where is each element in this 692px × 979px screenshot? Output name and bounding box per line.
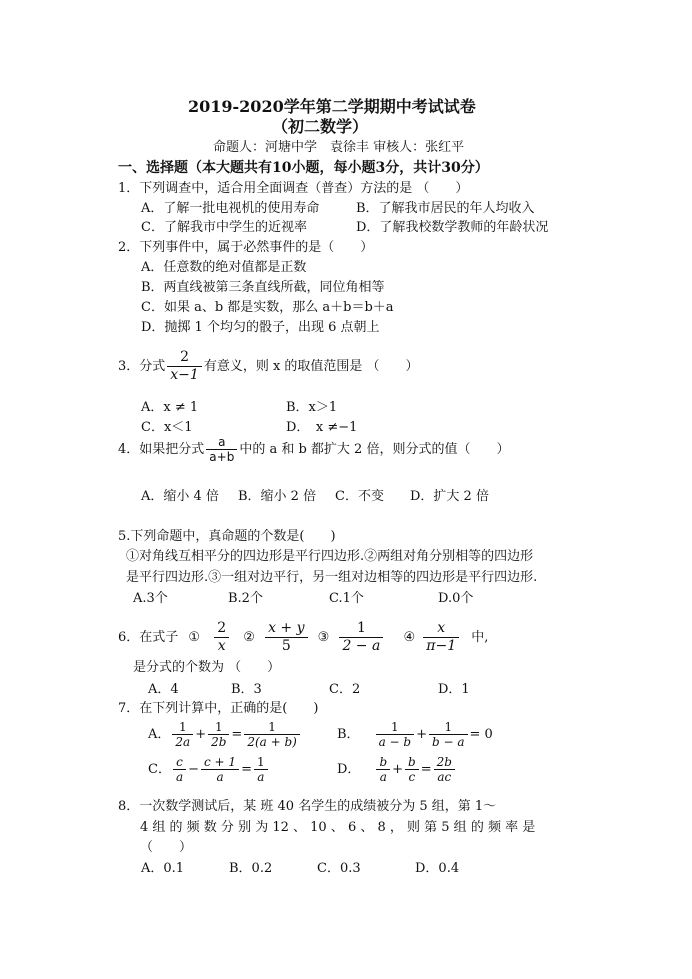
q6-fraction-2 (265, 620, 307, 655)
q1-option-d: D．了解我校数学教师的年龄状况 (356, 220, 549, 235)
q4-option-c: C．不变 (335, 489, 384, 504)
q5-option-c: C.1个 (329, 591, 364, 606)
q7-option-b (337, 717, 493, 753)
q8-line3: （ ） (140, 840, 193, 855)
q5-option-b: B.2个 (228, 591, 263, 606)
q3-stem (118, 348, 419, 386)
q5-option-a: A.3个 (133, 591, 168, 606)
q7-d-f2-num: b (405, 755, 419, 770)
q3-option-b: B．x＞1 (286, 400, 338, 415)
q5-stem: 5.下列命题中，真命题的个数是( ) (118, 529, 336, 544)
q2-stem: 2．下列事件中，属于必然事件的是（ ） (118, 240, 374, 255)
q3-option-a: A．x ≠ 1 (141, 400, 199, 415)
q7-d-f1-den: a (379, 770, 387, 784)
q7-d-f3-den: ac (437, 770, 452, 784)
q1-option-b: B．了解我市居民的年人均收入 (356, 201, 535, 216)
q4-frac-den: a+b (209, 450, 235, 464)
q8-line2: 4 组 的 频 数 分 别 为 12 、 10 、 6 、 8 ， 则 第 5 组 的 频 率 是 (140, 820, 536, 835)
q7-d-frac-3 (434, 755, 455, 784)
q7-d-label: D． (337, 762, 361, 777)
q7-b-label: B． (337, 727, 360, 742)
q8-option-a: A．0.1 (141, 861, 185, 876)
q7-c-eq: = (241, 762, 252, 777)
q6-f4-num: x (423, 620, 459, 638)
q7-a-label: A． (148, 727, 171, 742)
q7-b-eq: = 0 (469, 727, 493, 742)
q1-option-a: A．了解一批电视机的使用寿命 (141, 201, 320, 216)
q6-mark-3: ③ (317, 630, 330, 645)
q7-c-frac-3 (254, 755, 268, 784)
q6-fraction-1 (214, 620, 229, 655)
q1-stem: 1．下列调查中，适合用全面调查（普查）方法的是 （ ） (118, 181, 469, 196)
q7-c-label: C． (148, 762, 171, 777)
q7-d-frac-2 (405, 755, 419, 784)
q3-frac-den: x−1 (170, 367, 199, 383)
q6-stem (118, 618, 488, 658)
q7-d-f1-num: b (376, 755, 390, 770)
q7-b-f1-den: a − b (378, 735, 412, 749)
q8-line1: 8．一次数学测试后，某 班 40 名学生的成绩被分为 5 组，第 1～ (118, 799, 497, 814)
q6-f2-den: 5 (281, 638, 291, 654)
q6-f3-den: 2 − a (342, 638, 381, 654)
q1-option-c: C．了解我市中学生的近视率 (141, 220, 307, 235)
q4-option-b: B．缩小 2 倍 (238, 489, 317, 504)
q6-fraction-4 (423, 620, 459, 655)
section-heading: 一、选择题（本大题共有10小题，每小题3分，共计30分） (118, 160, 489, 176)
q7-b-f2-num: 1 (429, 720, 468, 735)
q8-option-c: C．0.3 (317, 861, 361, 876)
q6-line2: 是分式的个数为 （ ） (133, 660, 281, 675)
q6-mark-2: ② (243, 630, 255, 645)
q3-frac-num: 2 (167, 349, 202, 367)
q5-option-d: D.0个 (438, 591, 474, 606)
q7-stem: 7．在下列计算中，正确的是( ) (118, 701, 319, 716)
q2-option-d: D．抛掷 1 个均匀的骰子，出现 6 点朝上 (141, 320, 380, 335)
q7-c-f1-num: c (173, 755, 186, 770)
q7-d-f3-num: 2b (434, 755, 455, 770)
q7-c-f2-num: c + 1 (201, 755, 239, 770)
q7-b-f1-num: 1 (376, 720, 415, 735)
q7-a-f1-den: 2a (175, 735, 191, 749)
q6-option-b: B．3 (231, 682, 262, 697)
q7-c-frac-1 (173, 755, 186, 784)
q6-mark-1: ① (188, 630, 201, 645)
q4-prefix: 4．如果把分式 (118, 442, 205, 457)
q7-b-frac-2 (429, 720, 468, 749)
q8-option-d: D．0.4 (415, 861, 460, 876)
q8-option-b: B．0.2 (229, 861, 273, 876)
q7-c-frac-2 (201, 755, 239, 784)
q5-line1: ①对角线互相平分的四边形是平行四边形.②两组对角分别相等的四边形 (126, 549, 534, 564)
q7-a-f3-den: 2(a + b) (247, 735, 297, 749)
q4-fraction (206, 435, 237, 464)
q6-option-c: C．2 (329, 682, 361, 697)
q4-stem (118, 433, 509, 467)
exam-subtitle: （初二数学） (272, 117, 369, 136)
q7-c-f2-den: a (216, 770, 224, 784)
q5-line2: 是平行四边形.③一组对边平行，另一组对边相等的四边形是平行四边形. (126, 570, 538, 585)
q6-prefix: 6．在式子 (118, 630, 179, 645)
q6-f1-den: x (217, 638, 226, 654)
q7-d-frac-1 (376, 755, 390, 784)
q3-fraction (167, 349, 202, 384)
q7-c-op: − (188, 762, 200, 777)
q6-fraction-3 (339, 620, 383, 655)
q2-option-b: B．两直线被第三条直线所截，同位角相等 (141, 280, 385, 295)
q6-f1-num: 2 (214, 620, 229, 638)
q7-option-d (337, 752, 457, 788)
q6-f4-den: π−1 (426, 638, 457, 654)
q3-suffix: 有意义，则 x 的取值范围是 （ ） (203, 359, 419, 374)
q7-b-op: + (416, 727, 427, 742)
q4-option-d: D．扩大 2 倍 (410, 489, 489, 504)
q7-option-a (148, 717, 302, 753)
q6-f2-num: x + y (265, 620, 307, 638)
q7-a-eq: = (231, 727, 243, 742)
q6-mark-4: ④ (403, 630, 416, 645)
q4-frac-num: a (206, 435, 237, 450)
q7-d-eq: = (420, 762, 432, 777)
q6-f3-num: 1 (339, 620, 383, 638)
q3-prefix: 3．分式 (118, 359, 166, 374)
exam-title: 2019-2020学年第二学期期中考试试卷 (188, 97, 476, 116)
q7-b-frac-1 (376, 720, 415, 749)
q2-option-a: A．任意数的绝对值都是正数 (141, 260, 307, 275)
q7-d-op: + (392, 762, 404, 777)
q7-a-frac-2 (208, 720, 229, 749)
q4-option-a: A．缩小 4 倍 (141, 489, 219, 504)
q4-suffix: 中的 a 和 b 都扩大 2 倍，则分式的值（ ） (239, 442, 510, 457)
q7-a-op: + (195, 727, 207, 742)
q3-option-d: D． x ≠−1 (286, 420, 358, 435)
q7-a-f1-num: 1 (172, 720, 193, 735)
q7-a-frac-1 (172, 720, 193, 749)
q7-a-f2-num: 1 (208, 720, 229, 735)
q6-option-a: A．4 (148, 682, 179, 697)
q6-suffix: 中, (471, 630, 489, 645)
q7-a-f2-den: 2b (211, 735, 227, 749)
q7-d-f2-den: c (408, 770, 416, 784)
q7-b-f2-den: b − a (432, 735, 465, 749)
exam-authors: 命题人：河塘中学 袁徐丰 审核人：张红平 (213, 140, 465, 155)
q7-c-f3-num: 1 (254, 755, 268, 770)
q7-c-f1-den: a (175, 770, 184, 784)
q7-a-frac-3 (244, 720, 300, 749)
q6-option-d: D．1 (438, 682, 470, 697)
q2-option-c: C．如果 a、b 都是实数，那么 a＋b＝b＋a (141, 300, 394, 315)
q7-option-c (148, 752, 270, 788)
q7-a-f3-num: 1 (244, 720, 300, 735)
q3-option-c: C．x＜1 (141, 420, 193, 435)
q7-c-f3-den: a (257, 770, 265, 784)
